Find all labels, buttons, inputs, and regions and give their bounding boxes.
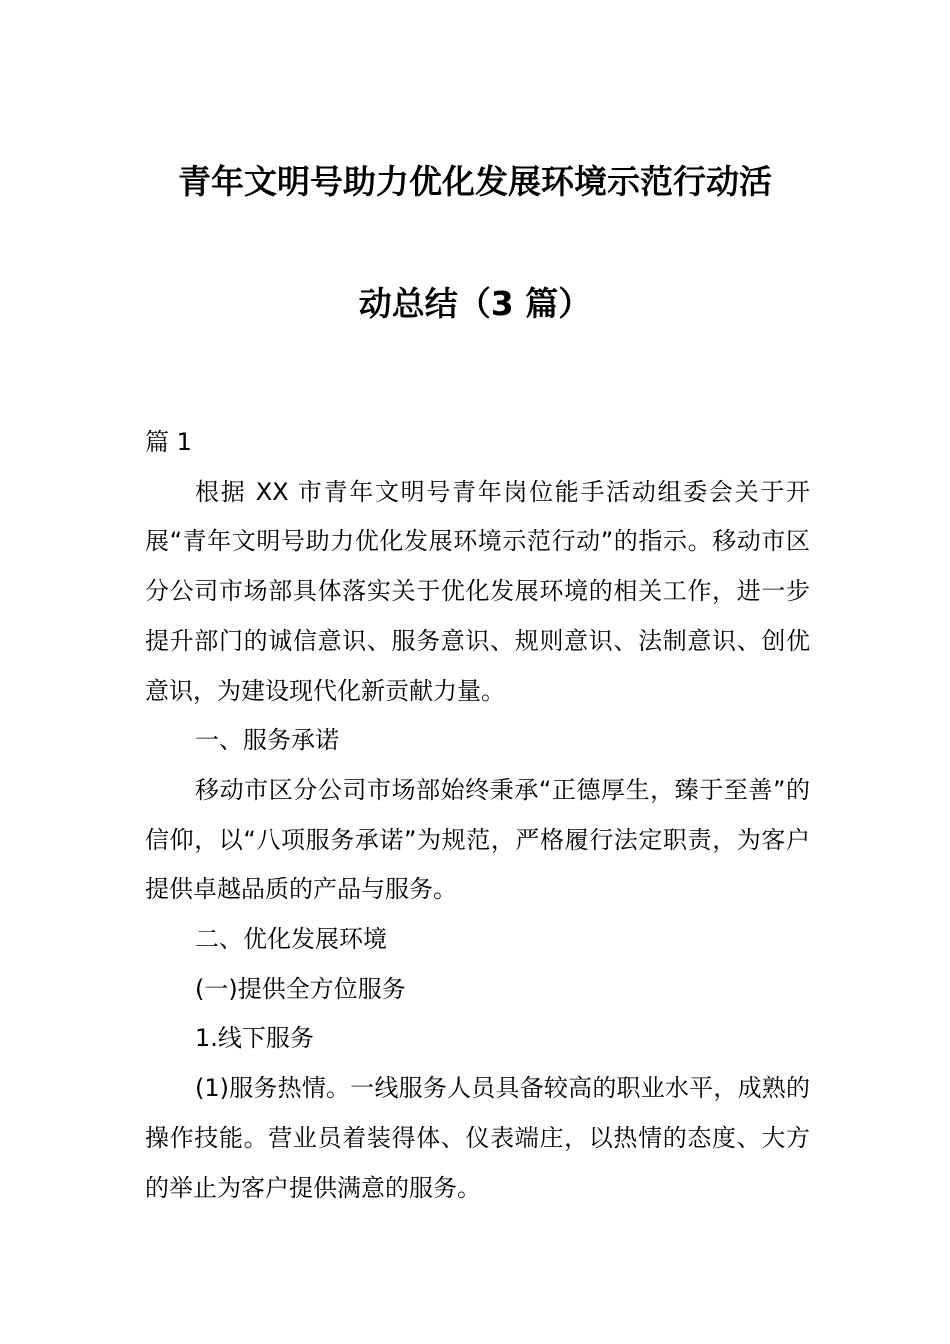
heading-service-commitment: 一、服务承诺 [195, 726, 339, 755]
paragraph-service-commitment: 移动市区分公司市场部始终秉承“正德厚生，臻于至善”的信仰，以“八项服务承诺”为规范，严格履行法定职责，为客户提供卓越品质的产品与服务。 [145, 775, 810, 904]
document-title-line-1: 青年文明号助力优化发展环境示范行动活 [178, 162, 772, 201]
paragraph-service-enthusiasm: (1)服务热情。一线服务人员具备较高的职业水平，成熟的操作技能。营业员着装得体、仪表端庄，以热情的态度、大方的举止为客户提供满意的服务。 [145, 1074, 810, 1202]
heading-optimize-environment: 二、优化发展环境 [195, 925, 387, 954]
paragraph-intro: 根据 XX 市青年文明号青年岗位能手活动组委会关于开展“青年文明号助力优化发展环境示范行动”的指示。移动市区分公司市场部具体落实关于优化发展环境的相关工作，进一步提升部门的诚信意识、服务意识、规则意识、法制意识、创优意识，为建设现代化新贡献力量。 [145, 477, 810, 705]
subheading-offline-service: 1.线下服务 [195, 1024, 314, 1053]
document-title-line-2: 动总结（3 篇） [358, 284, 592, 323]
subheading-full-service: (一)提供全方位服务 [195, 974, 406, 1003]
section-label: 篇 1 [145, 428, 192, 456]
document-body [145, 418, 810, 1213]
